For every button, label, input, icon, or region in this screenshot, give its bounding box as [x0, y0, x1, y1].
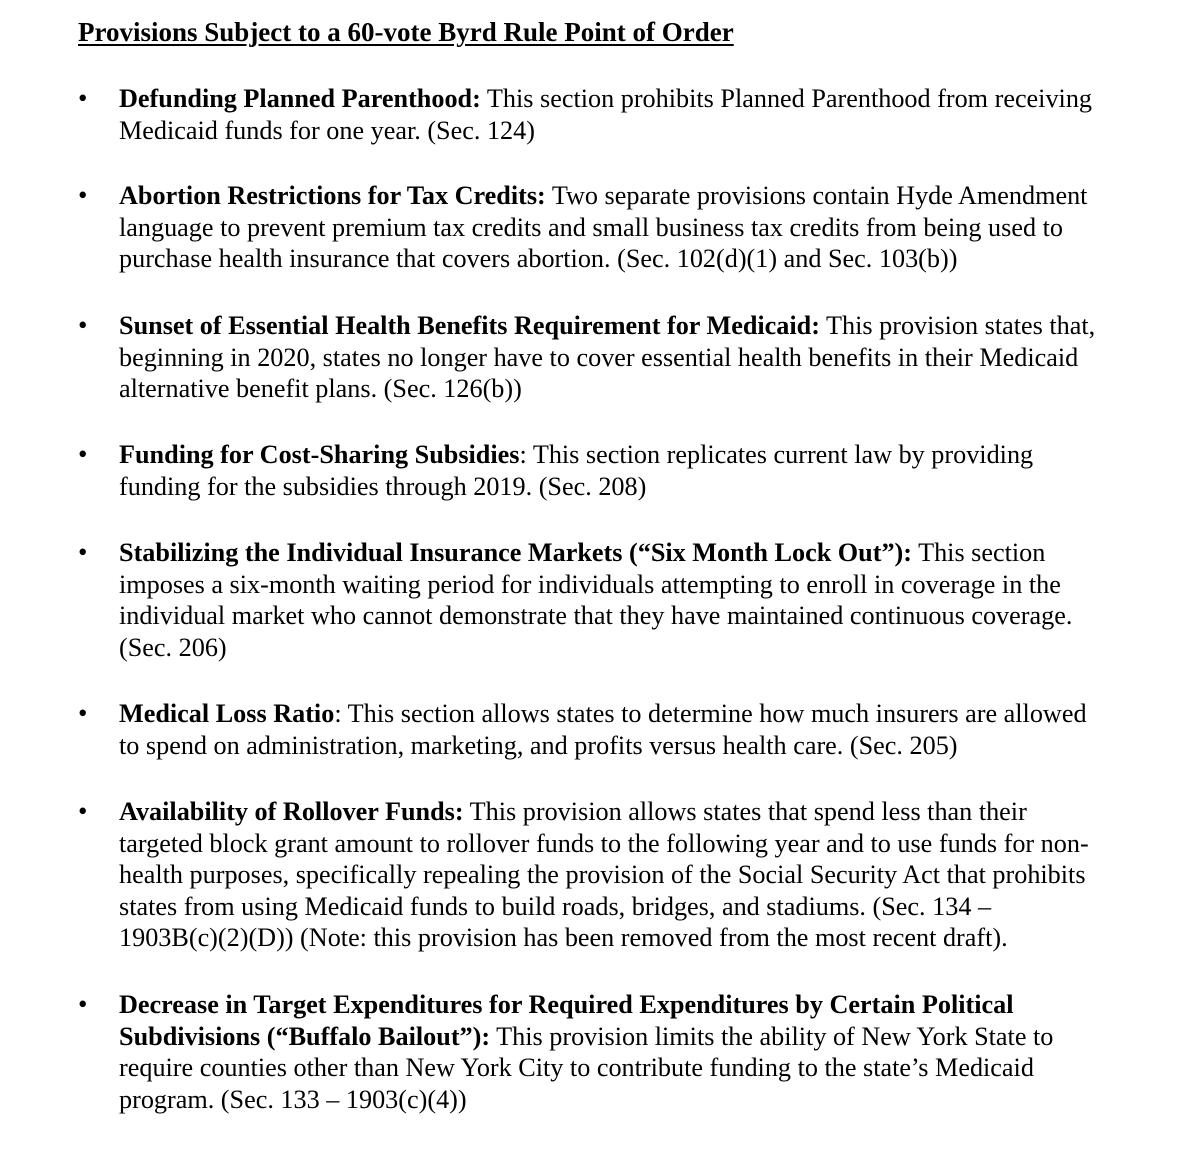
provision-body: : This section allows states to determine how much insurers are allowed: [334, 699, 1087, 728]
provision-line: require counties other than New York City to contribute funding to the state’s Medicaid: [119, 1053, 1034, 1082]
provision-line: funding for the subsidies through 2019. (Sec. 208): [119, 471, 647, 501]
provision-line: individual market who cannot demonstrate that they have maintained continuous coverage.: [119, 601, 1073, 630]
provision-line: Medicaid funds for one year. (Sec. 124): [119, 115, 535, 145]
provision-line: alternative benefit plans. (Sec. 126(b)): [119, 374, 522, 403]
provision-heading: Medical Loss Ratio: [119, 699, 335, 728]
bullet-icon: •: [78, 698, 88, 728]
bullet-icon: •: [78, 537, 88, 567]
provision-line: [119, 537, 1189, 569]
provision-body: This provision states that,: [819, 311, 1096, 340]
provision-text: [119, 310, 1189, 405]
provision-line: 1903B(c)(2)(D)) (Note: this provision has been removed from the most recent draft).: [119, 923, 1008, 952]
provision-body: Two separate provisions contain Hyde Amendment: [545, 181, 1088, 210]
provision-line: beginning in 2020, states no longer have to cover essential health benefits in their Medicaid: [119, 342, 1079, 372]
document-title: Provisions Subject to a 60-vote Byrd Rule Point of Order: [78, 17, 734, 47]
provision-text: [119, 83, 1189, 146]
provision-line: [119, 796, 1189, 828]
bullet-icon: •: [78, 83, 88, 113]
provision-heading: Availability of Rollover Funds:: [119, 797, 464, 826]
provision-body: This provision limits the ability of New York State to: [490, 1021, 1054, 1051]
provision-body: : This section replicates current law by providing: [519, 440, 1034, 469]
provision-line: [119, 83, 1189, 115]
provision-line: [119, 1021, 1189, 1053]
provision-heading: Stabilizing the Individual Insurance Markets (“Six Month Lock Out”):: [119, 538, 912, 567]
provision-line: [119, 310, 1189, 342]
bullet-icon: •: [78, 439, 88, 469]
provision-line: purchase health insurance that covers abortion. (Sec. 102(d)(1) and Sec. 103(b)): [119, 244, 958, 273]
provision-line: (Sec. 206): [119, 632, 227, 662]
provision-line: [119, 439, 1189, 471]
provision-text: [119, 537, 1189, 663]
provision-body: This section: [912, 538, 1046, 567]
provision-line: language to prevent premium tax credits and small business tax credits from being used to: [119, 212, 1063, 242]
provision-line: program. (Sec. 133 – 1903(c)(4)): [119, 1084, 467, 1114]
provision-line: health purposes, specifically repealing the provision of the Social Security Act that prohibits: [119, 860, 1086, 889]
bullet-icon: •: [78, 310, 88, 340]
bullet-icon: •: [78, 180, 88, 210]
provision-line: states from using Medicaid funds to build roads, bridges, and stadiums. (Sec. 134 –: [119, 891, 992, 921]
provision-text: [119, 439, 1189, 502]
provision-text: [119, 180, 1189, 275]
provision-line: to spend on administration, marketing, and profits versus health care. (Sec. 205): [119, 730, 958, 760]
provision-heading: Sunset of Essential Health Benefits Requirement for Medicaid:: [119, 311, 820, 340]
provision-body: This provision allows states that spend less than their: [463, 797, 1027, 826]
provision-heading: Funding for Cost-Sharing Subsidies: [119, 440, 520, 469]
provision-line: targeted block grant amount to rollover funds to the following year and to use funds for non-: [119, 828, 1089, 858]
provision-heading: Abortion Restrictions for Tax Credits:: [119, 181, 546, 210]
provision-line: imposes a six-month waiting period for individuals attempting to enroll in coverage in the: [119, 569, 1061, 599]
provision-line: [119, 698, 1189, 730]
provision-text: [119, 989, 1189, 1115]
provision-heading: Decrease in Target Expenditures for Required Expenditures by Certain Political: [119, 990, 1014, 1019]
provision-line: [119, 180, 1189, 212]
provision-text: [119, 796, 1189, 954]
provision-heading-continued: Subdivisions (“Buffalo Bailout”):: [119, 1021, 491, 1051]
bullet-icon: •: [78, 796, 88, 826]
bullet-icon: •: [78, 989, 88, 1019]
provision-text: [119, 698, 1189, 761]
provision-heading: Defunding Planned Parenthood:: [119, 84, 481, 113]
provision-body: This section prohibits Planned Parenthood from receiving: [480, 84, 1093, 113]
